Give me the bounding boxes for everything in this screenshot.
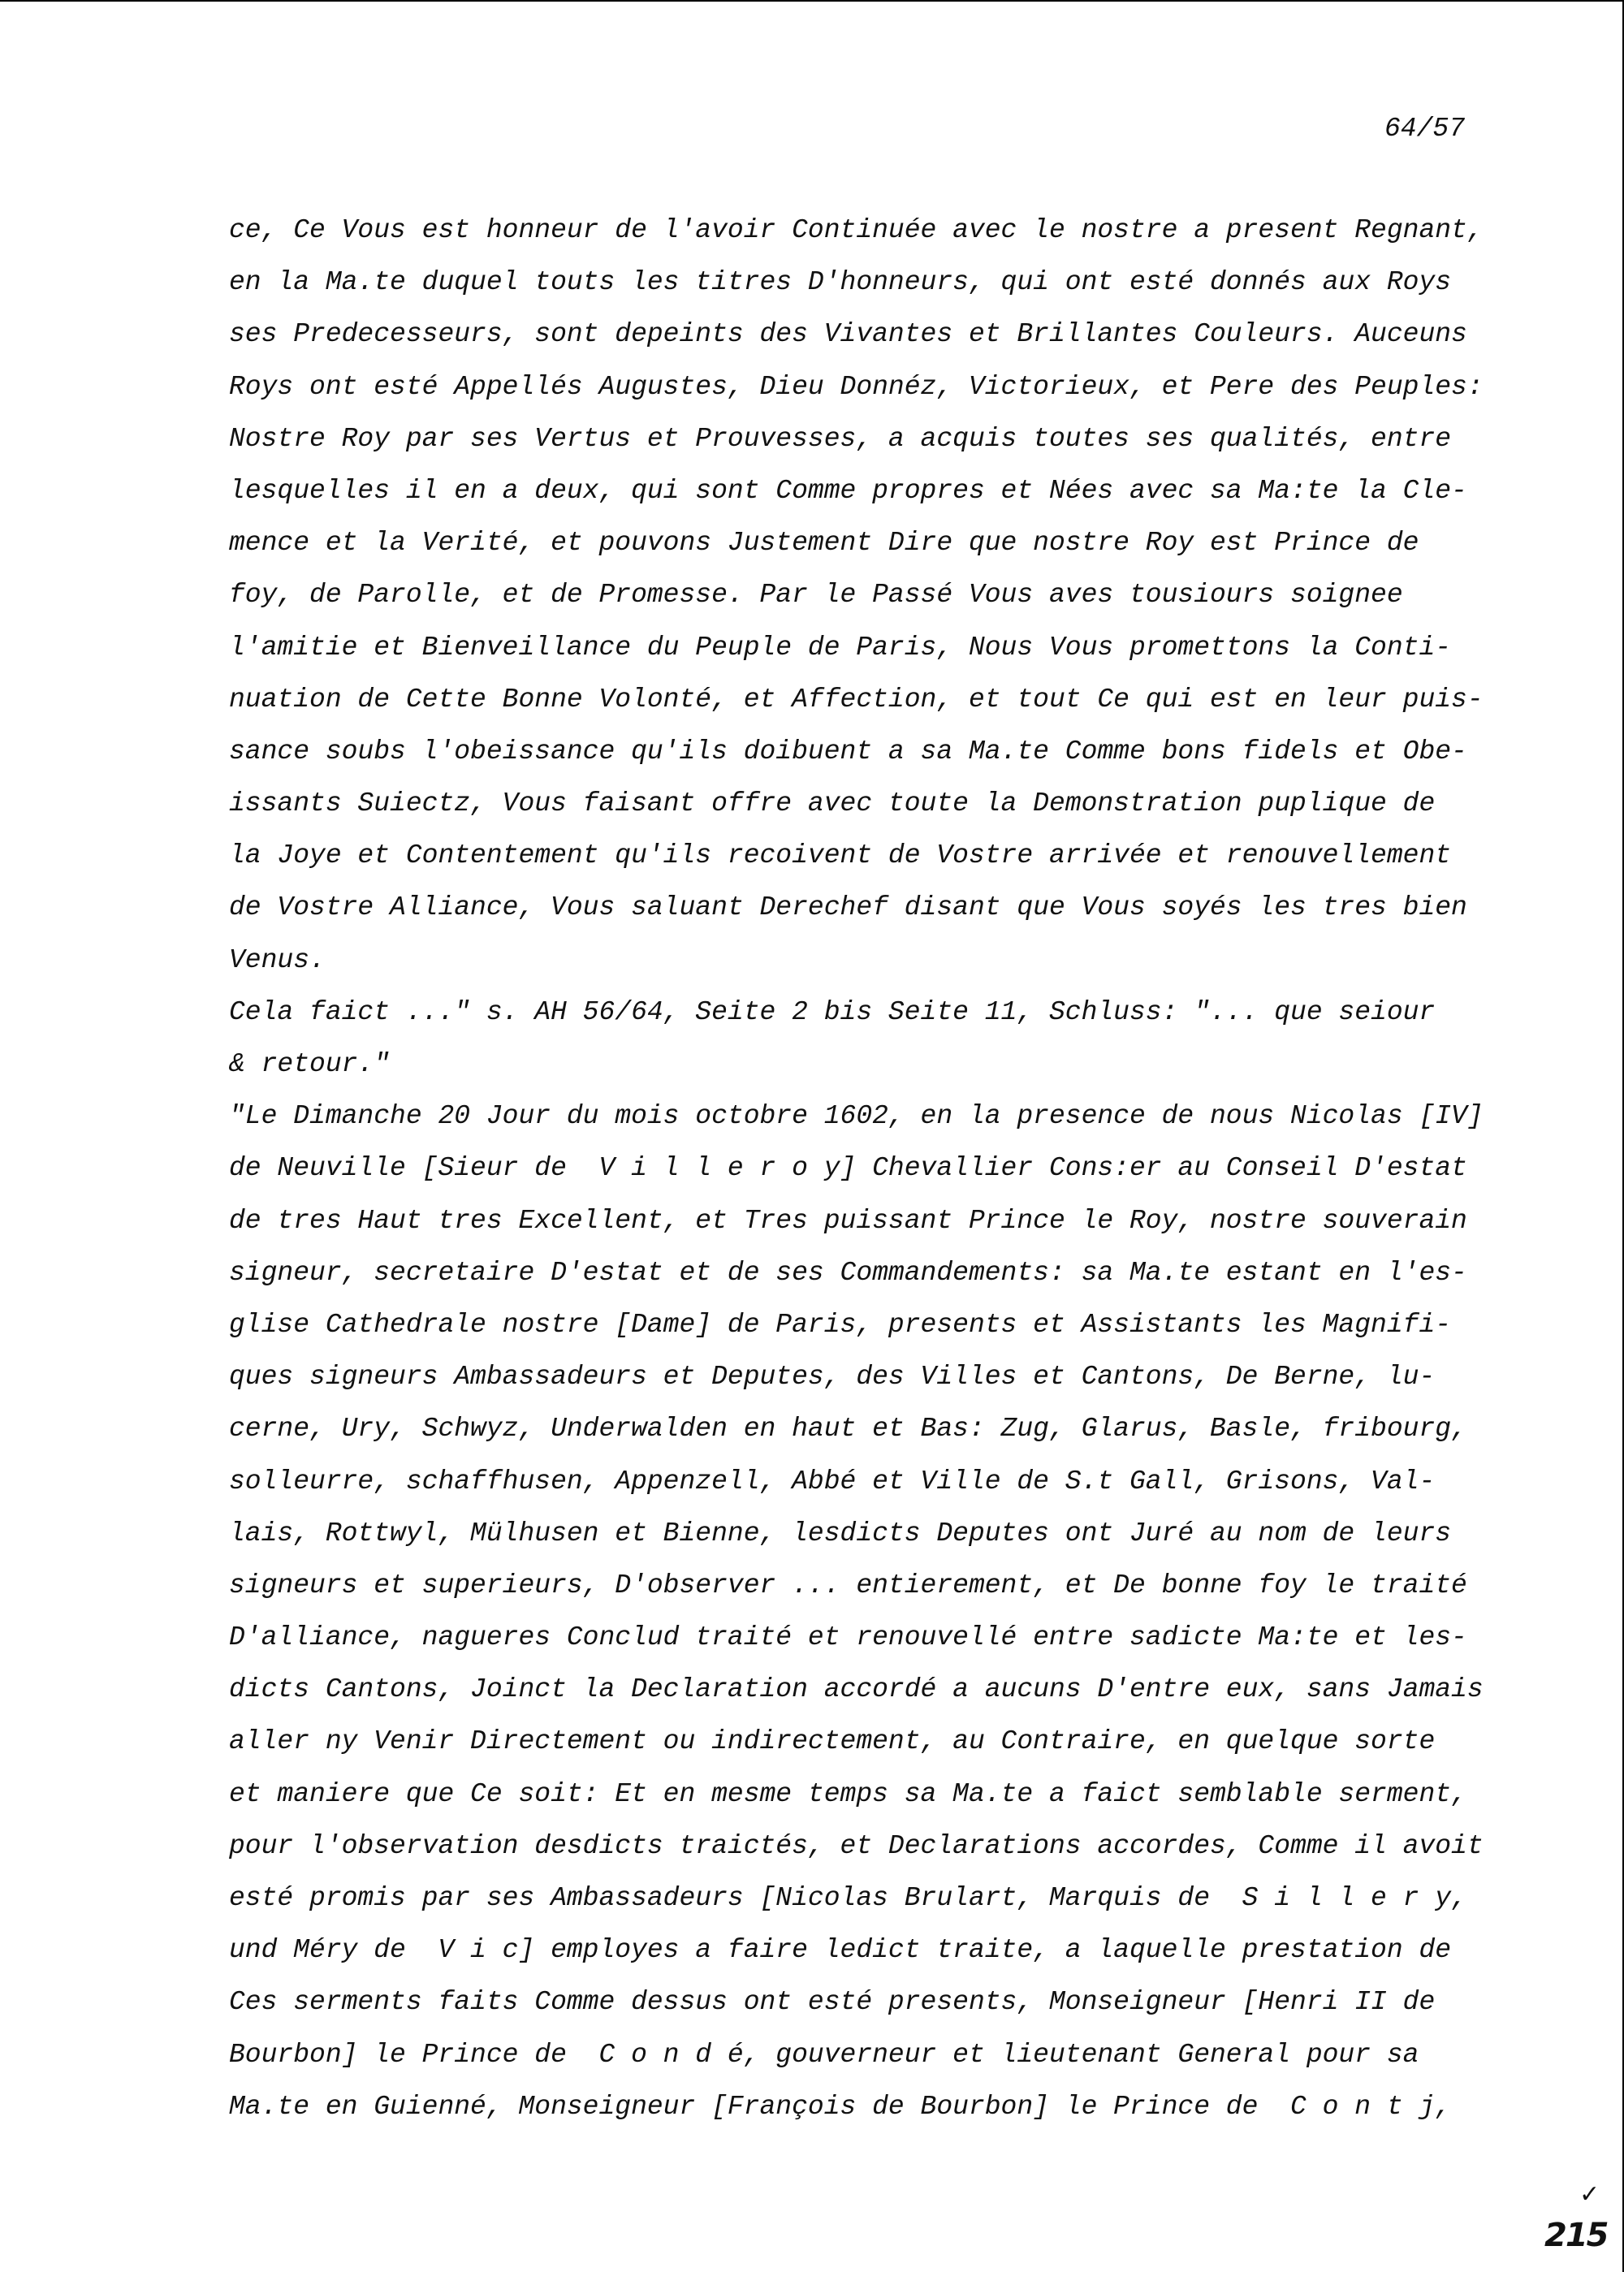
text-line: mence et la Verité, et pouvons Justement Dire que nostre Roy est Prince de	[229, 528, 1419, 559]
text-line: de Vostre Alliance, Vous saluant Derechef disant que Vous soyés les tres bien	[229, 892, 1467, 923]
text-line: Bourbon] le Prince de C o n d é, gouverneur et lieutenant General pour sa	[229, 2039, 1419, 2070]
text-line: ce, Ce Vous est honneur de l'avoir Continuée avec le nostre a present Regnant,	[229, 215, 1484, 245]
text-line: de Neuville [Sieur de V i l l e r o y] Chevallier Cons:er au Conseil D'estat	[229, 1153, 1467, 1184]
text-line: Nostre Roy par ses Vertus et Prouvesses, a acquis toutes ses qualités, entre	[229, 423, 1452, 454]
text-line: glise Cathedrale nostre [Dame] de Paris, presents et Assistants les Magnifi-	[229, 1309, 1452, 1340]
text-line: en la Ma.te duquel touts les titres D'honneurs, qui ont esté donnés aux Roys	[229, 267, 1452, 298]
text-line: lesquelles il en a deux, qui sont Comme propres et Nées avec sa Ma:te la Cle-	[229, 475, 1467, 506]
text-line: foy, de Parolle, et de Promesse. Par le Passé Vous aves tousiours soignee	[229, 580, 1403, 611]
text-line: und Méry de V i c] employes a faire ledict traite, a laquelle prestation de	[229, 1935, 1452, 1966]
text-line: de tres Haut tres Excellent, et Tres puissant Prince le Roy, nostre souverain	[229, 1205, 1467, 1236]
text-line: D'alliance, nagueres Conclud traité et renouvellé entre sadicte Ma:te et les-	[229, 1622, 1467, 1653]
text-line: solleurre, schaffhusen, Appenzell, Abbé et Ville de S.t Gall, Grisons, Val-	[229, 1466, 1436, 1497]
text-line: esté promis par ses Ambassadeurs [Nicolas Brulart, Marquis de S i l l e r y,	[229, 1883, 1467, 1913]
text-line: aller ny Venir Directement ou indirectement, au Contraire, en quelque sorte	[229, 1726, 1436, 1757]
text-line: cerne, Ury, Schwyz, Underwalden en haut et Bas: Zug, Glarus, Basle, fribourg,	[229, 1414, 1467, 1445]
text-line: et maniere que Ce soit: Et en mesme temps sa Ma.te a faict semblable serment,	[229, 1778, 1467, 1809]
text-line: ques signeurs Ambassadeurs et Deputes, des Villes et Cantons, De Berne, lu-	[229, 1362, 1436, 1393]
text-line: ses Predecesseurs, sont depeints des Vivantes et Brillantes Couleurs. Auceuns	[229, 319, 1467, 350]
text-line: nuation de Cette Bonne Volonté, et Affection, et tout Ce qui est en leur puis-	[229, 684, 1484, 715]
text-line: issants Suiectz, Vous faisant offre avec toute la Demonstration puplique de	[229, 788, 1436, 819]
text-line: sance soubs l'obeissance qu'ils doibuent a sa Ma.te Comme bons fidels et Obe-	[229, 736, 1467, 767]
text-line: Ces serments faits Comme dessus ont esté presents, Monseigneur [Henri II de	[229, 1987, 1436, 2018]
text-line: dicts Cantons, Joinct la Declaration accordé a aucuns D'entre eux, sans Jamais	[229, 1674, 1484, 1705]
text-line: lais, Rottwyl, Mülhusen et Bienne, lesdicts Deputes ont Juré au nom de leurs	[229, 1518, 1452, 1549]
text-line: Roys ont esté Appellés Augustes, Dieu Donnéz, Victorieux, et Pere des Peuples:	[229, 371, 1484, 402]
handwritten-folio-number: 215	[1544, 2217, 1608, 2254]
text-line: signeurs et superieurs, D'observer ... entierement, et De bonne foy le traité	[229, 1570, 1467, 1600]
text-line: pour l'observation desdicts traictés, et Declarations accordes, Comme il avoit	[229, 1830, 1484, 1861]
page-number: 64/57	[1384, 114, 1466, 144]
text-line: la Joye et Contentement qu'ils recoivent de Vostre arrivée et renouvellement	[229, 840, 1452, 871]
document-body	[229, 205, 1544, 2133]
text-line: Cela faict ..." s. AH 56/64, Seite 2 bis Seite 11, Schluss: "... que seiour	[229, 996, 1436, 1027]
text-line: signeur, secretaire D'estat et de ses Commandements: sa Ma.te estant en l'es-	[229, 1257, 1467, 1288]
text-line: l'amitie et Bienveillance du Peuple de Paris, Nous Vous promettons la Conti-	[229, 632, 1452, 663]
text-line: Ma.te en Guienné, Monseigneur [François de Bourbon] le Prince de C o n t j,	[229, 2091, 1452, 2122]
text-line: "Le Dimanche 20 Jour du mois octobre 1602, en la presence de nous Nicolas [IV]	[229, 1101, 1484, 1132]
text-line: & retour."	[229, 1049, 391, 1079]
handwritten-check-mark: ✓	[1579, 2180, 1600, 2209]
text-line: Venus.	[229, 944, 326, 975]
